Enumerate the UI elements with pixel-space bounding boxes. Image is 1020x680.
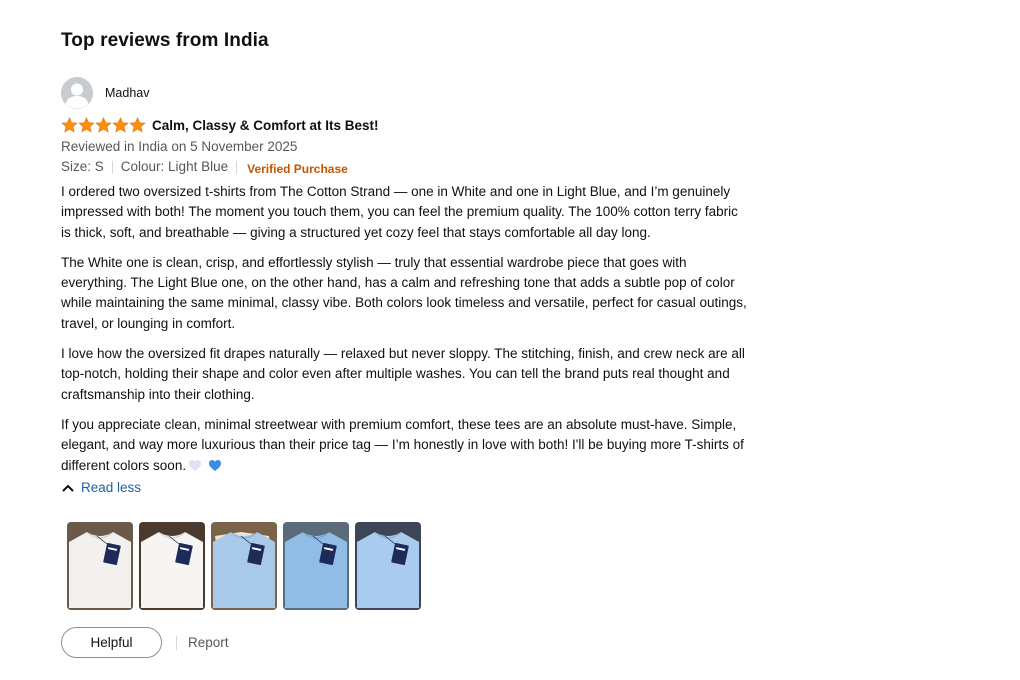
review-paragraph-4 bbox=[61, 415, 751, 478]
blue-tshirt-photo-2[interactable] bbox=[355, 522, 421, 610]
review-actions bbox=[61, 627, 229, 658]
chevron-up-icon bbox=[61, 483, 75, 493]
meta-divider bbox=[236, 161, 237, 174]
blue-heart-icon bbox=[208, 458, 222, 478]
review-paragraph-1: I ordered two oversized t-shirts from The Cotton Strand — one in White and one in Light Blue, and I’m genuinely impressed with both! The moment you touch them, you can feel the premium quality. The 100% cotton terry fabric is thick, soft, and breathable — giving a structured yet cozy feel that stays comfortable all day long. bbox=[61, 184, 738, 240]
review-paragraph-2: The White one is clean, crisp, and effortlessly stylish — truly that essential wardrobe piece that goes with everything. The Light Blue one, on the other hand, has a calm and refreshing tone that adds a subtle pop of color while maintaining the same minimal, classy vibe. Both colors look timeless and versatile, perfect for casual outings, travel, or lounging in comfort. bbox=[61, 254, 747, 331]
helpful-button[interactable]: Helpful bbox=[61, 627, 162, 658]
verified-purchase-badge: Verified Purchase bbox=[247, 162, 348, 176]
action-divider bbox=[176, 636, 177, 650]
star-icon bbox=[129, 117, 146, 133]
user-silhouette-icon bbox=[61, 77, 93, 109]
white-tshirt-photo-1[interactable] bbox=[67, 522, 133, 610]
star-icon bbox=[95, 117, 112, 133]
star-icon bbox=[112, 117, 129, 133]
reviewer-profile[interactable] bbox=[61, 76, 761, 110]
stacked-tshirts-photo[interactable] bbox=[211, 522, 277, 610]
read-less-label: Read less bbox=[81, 480, 142, 496]
review-paragraph-3: I love how the oversized fit drapes naturally — relaxed but never sloppy. The stitching, finish, and crew neck are all top-notch, holding their shape and color even after multiple washes. You can tell the brand puts real thought and craftsmanship into their clothing. bbox=[61, 346, 745, 402]
reviewer-name[interactable]: Madhav bbox=[105, 86, 150, 100]
review-title-row bbox=[61, 116, 761, 134]
read-less-link[interactable] bbox=[61, 478, 761, 498]
light-purple-heart-icon bbox=[188, 458, 202, 478]
review-card bbox=[61, 76, 761, 498]
colour-variant[interactable]: Colour: Light Blue bbox=[120, 159, 229, 174]
review-paragraph-4-text: If you appreciate clean, minimal streetwear with premium comfort, these tees are an absolute must-have. Simple, elegant, and way more luxurious than their price tag — I’m honestly in love with both! I'll be buying more T-shirts of different colors soon. bbox=[61, 416, 744, 473]
white-tshirt-photo-2[interactable] bbox=[139, 522, 205, 610]
meta-divider bbox=[112, 161, 113, 174]
report-link[interactable]: Report bbox=[188, 635, 229, 650]
section-title: Top reviews from India bbox=[61, 30, 269, 51]
review-date: Reviewed in India on 5 November 2025 bbox=[61, 139, 298, 154]
review-body bbox=[61, 182, 751, 478]
star-rating[interactable] bbox=[61, 117, 146, 133]
size-variant[interactable]: Size: S bbox=[61, 159, 104, 174]
avatar[interactable] bbox=[61, 77, 93, 109]
review-meta bbox=[61, 158, 761, 176]
star-icon bbox=[78, 117, 95, 133]
review-title[interactable]: Calm, Classy & Comfort at Its Best! bbox=[152, 117, 379, 133]
blue-tshirt-photo-1[interactable] bbox=[283, 522, 349, 610]
review-images bbox=[67, 522, 421, 610]
star-icon bbox=[61, 117, 78, 133]
